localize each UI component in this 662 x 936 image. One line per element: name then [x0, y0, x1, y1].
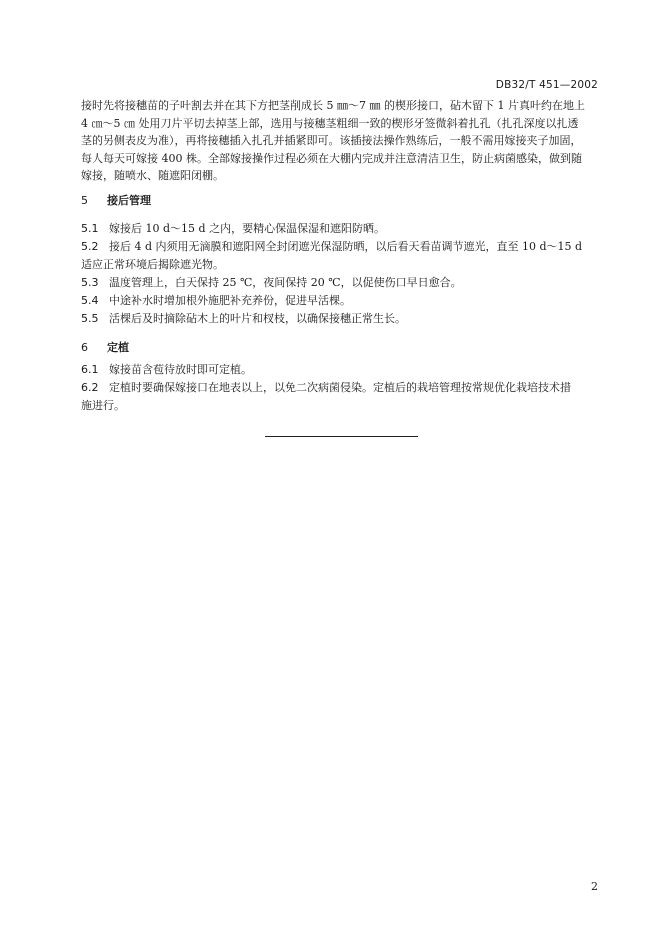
clause-text: 适应正常环境后揭除遮光物。	[81, 258, 224, 271]
clause-6-2	[81, 379, 588, 397]
paragraph-line: 茎的另侧表皮为准），再将接穗插入扎孔并插紧即可。该插接法操作熟练后，一般不需用嫁接夹子加固，	[81, 134, 582, 148]
clause-text: 施进行。	[81, 399, 125, 412]
clause-5-2	[81, 238, 588, 256]
clause-text: 温度管理上，白天保持 25 ℃，夜间保持 20 ℃，以促使伤口早日愈合。	[109, 276, 462, 289]
clause-number: 5.2	[81, 240, 99, 253]
clause-5-5	[81, 310, 588, 328]
document-code: DB32/T 451—2002	[495, 79, 598, 91]
clause-6-2-continued	[81, 397, 588, 415]
section-number: 5	[81, 194, 88, 207]
paragraph-line: 嫁接，随喷水、随遮阳闭棚。	[81, 169, 224, 183]
clause-number: 5.3	[81, 276, 99, 289]
clause-number: 6.1	[81, 363, 99, 376]
clause-5-2-continued	[81, 256, 588, 274]
clause-text: 嫁接苗含苞待放时即可定植。	[109, 363, 252, 376]
clause-text: 接后 4 d 内须用无滴膜和遮阳网全封闭遮光保湿防晒，以后看天看苗调节遮光，直至 10 d～15 d	[109, 240, 583, 253]
clause-number: 6.2	[81, 381, 99, 394]
clause-5-1	[81, 220, 588, 238]
section-heading-6	[81, 339, 129, 355]
clause-text: 嫁接后 10 d～15 d 之内，要精心保温保湿和遮阳防晒。	[109, 222, 386, 235]
end-of-document-rule	[265, 436, 418, 437]
clause-6-1	[81, 361, 588, 379]
paragraph-line: 4 ㎝～5 ㎝ 处用刀片平切去掉茎上部，选用与接穗茎粗细一致的楔形牙签微斜着扎孔（扎孔深度以扎透	[81, 116, 579, 130]
clause-text: 活棵后及时摘除砧木上的叶片和杈枝，以确保接穗正常生长。	[109, 312, 406, 325]
section-number: 6	[81, 341, 88, 354]
paragraph-line: 每人每天可嫁接 400 株。全部嫁接操作过程必须在大棚内完成并注意清洁卫生，防止病菌感染，做到随	[81, 151, 582, 165]
paragraph-line: 接时先将接穗苗的子叶割去并在其下方把茎削成长 5 ㎜～7 ㎜ 的楔形接口，砧木留下 1 片真叶约在地上	[81, 99, 585, 112]
section-title: 接后管理	[107, 194, 151, 207]
continued-paragraph	[81, 97, 588, 185]
clause-5-3	[81, 274, 588, 292]
clause-text: 定植时要确保嫁接口在地表以上，以免二次病菌侵染。定植后的栽培管理按常规优化栽培技术措	[109, 381, 571, 394]
clause-number: 5.1	[81, 222, 99, 235]
clause-number: 5.4	[81, 294, 99, 307]
page-number: 2	[591, 880, 598, 893]
section-heading-5	[81, 192, 151, 208]
section-title: 定植	[107, 341, 129, 354]
clause-text: 中途补水时增加根外施肥补充养份，促进早活棵。	[109, 294, 351, 307]
clause-number: 5.5	[81, 312, 99, 325]
clause-5-4	[81, 292, 588, 310]
